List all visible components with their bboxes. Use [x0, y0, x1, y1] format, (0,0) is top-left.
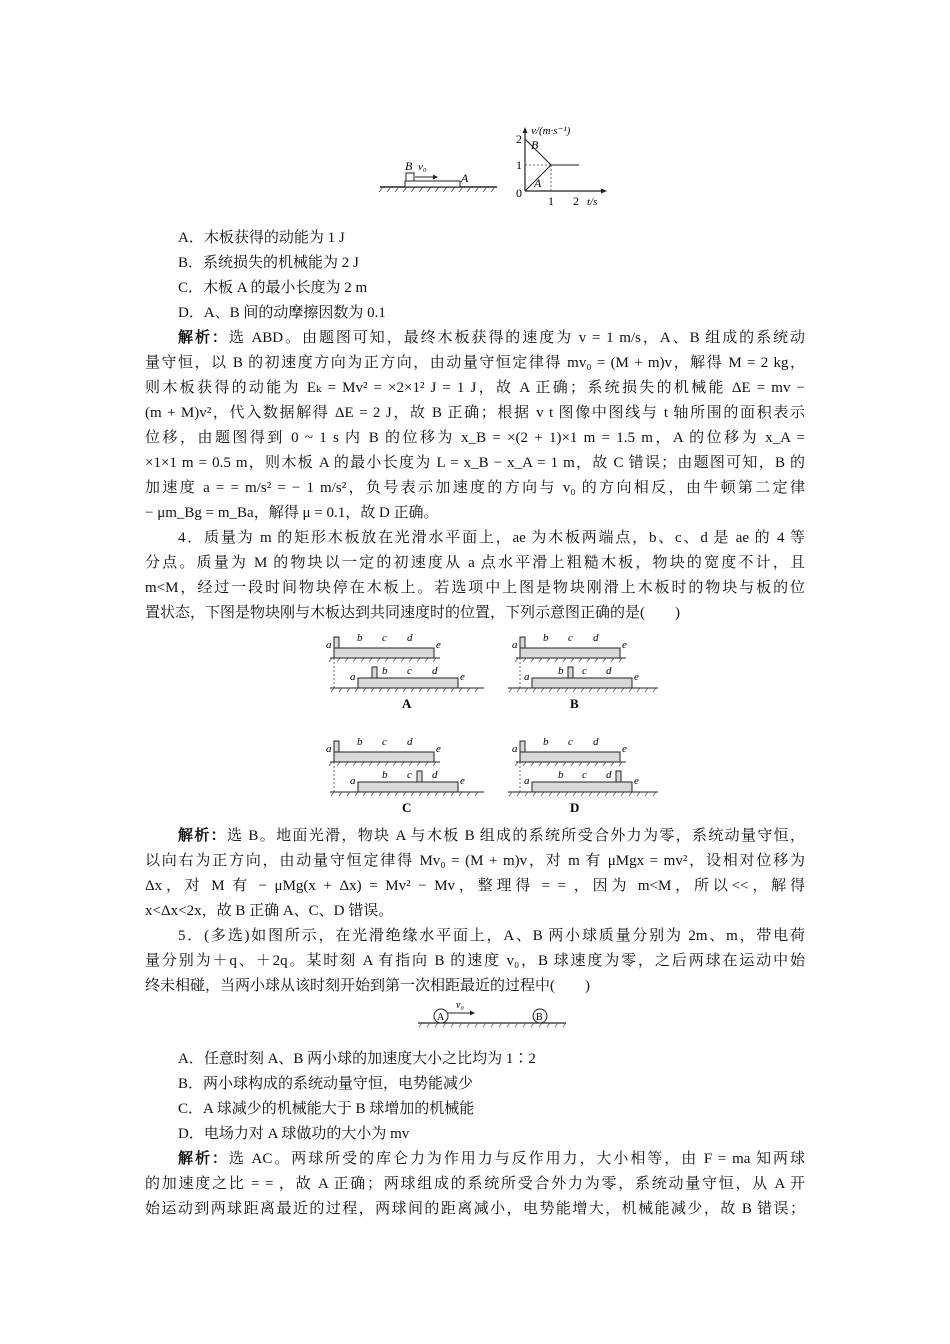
solution-label: 解析：: [178, 828, 227, 844]
svg-text:c: c: [407, 769, 412, 781]
board-label-B: B: [405, 159, 413, 173]
svg-text:d: d: [407, 736, 413, 748]
svg-text:a: a: [524, 775, 530, 787]
option-D-label: D: [570, 800, 580, 815]
velocity-label: v₀: [456, 1000, 464, 1011]
svg-text:b: b: [558, 769, 564, 781]
figure-two-balls: [414, 998, 574, 1032]
q4-stem-line-3: m<M，经过一段时间物块停在木板上。若选项中上图是物块刚滑上木板时的物块与板的位: [145, 580, 805, 596]
q5-stem-line-1: 5．(多选)如图所示，在光滑绝缘水平面上，A、B 两小球质量分别为 2m、m，带电荷: [178, 928, 805, 944]
svg-text:b: b: [357, 736, 363, 748]
svg-text:e: e: [460, 775, 465, 787]
option-C-label: C: [402, 800, 412, 815]
q4-solution-line-2: 以向右为正方向，由动量守恒定律得 Mv₀ = (M + m)v，对 m 有 μMgx = mv²，设相对位移为: [145, 853, 805, 869]
q3-solution-line-6: ×1×1 m = 0.5 m，则木板 A 的最小长度为 L = x_B − x_A = 1 m，故 C 错误；由题图可知，B 的: [145, 455, 805, 471]
svg-text:b: b: [543, 736, 549, 748]
graph-ylabel: v/(m·s⁻¹): [531, 125, 571, 137]
graph-label-A: A: [534, 176, 542, 190]
q5-stem-line-3: 终未相碰，当两小球从该时刻开始到第一次相距最近的过程中( ): [145, 978, 590, 994]
option-B-diagram: [508, 632, 658, 711]
tick-x1: 1: [548, 194, 554, 208]
svg-text:e: e: [436, 743, 441, 755]
q5-option-a: A．任意时刻 A、B 两小球的加速度大小之比均为 1∶2: [178, 1051, 536, 1067]
q4-solution-line-3: Δx，对 M 有 − μMg(x + Δx) = Mv² − Mv，整理得 = = ，因为 m<M，所以<<，解得: [145, 878, 805, 894]
vt-graph: [516, 125, 607, 208]
board-label-A: A: [461, 171, 469, 185]
svg-text:d: d: [606, 665, 612, 677]
q4-solution-line-1: 解析：选 B。地面光滑，物块 A 与木板 B 组成的系统所受合外力为零，系统动量守恒，: [178, 828, 805, 844]
svg-text:d: d: [407, 632, 413, 644]
svg-text:e: e: [622, 743, 627, 755]
svg-text:e: e: [634, 671, 639, 683]
svg-text:e: e: [622, 639, 627, 651]
svg-text:c: c: [568, 736, 573, 748]
graph-label-B: B: [531, 138, 539, 152]
svg-text:c: c: [582, 769, 587, 781]
tick-y2: 2: [516, 132, 522, 146]
svg-text:a: a: [326, 743, 332, 755]
option-A-label: A: [402, 696, 412, 711]
svg-text:c: c: [382, 736, 387, 748]
svg-text:b: b: [382, 665, 388, 677]
tick-x2: 2: [573, 194, 579, 208]
q3-solution-line-4: (m + M)v²，代入数据解得 ΔE = 2 J，故 B 正确；根据 v t 图像中图线与 t 轴所围的面积表示: [145, 405, 805, 421]
svg-text:e: e: [436, 639, 441, 651]
q3-option-b: B．系统损失的机械能为 2 J: [178, 255, 359, 271]
q3-solution-line-1: 解析：选 ABD。由题图可知，最终木板获得的速度为 v = 1 m/s，A、B 组成的系统动: [178, 330, 805, 346]
option-A-diagram: [326, 632, 484, 711]
q4-solution-line-4: x<Δx<2x，故 B 正确 A、C、D 错误。: [145, 903, 394, 919]
svg-text:b: b: [558, 665, 564, 677]
q3-option-d: D．A、B 间的动摩擦因数为 0.1: [178, 305, 386, 321]
q3-solution-line-2: 量守恒，以 B 的初速度方向为正方向，由动量守恒定律得 mv₀ = (M + m)v，解得 M = 2 kg，: [145, 355, 805, 371]
tick-0: 0: [516, 186, 522, 200]
q5-option-b: B．两小球构成的系统动量守恒，电势能减少: [178, 1076, 474, 1092]
board-label-v0: v₀: [418, 161, 427, 173]
svg-text:a: a: [512, 743, 518, 755]
figure-board-and-vt-graph: [375, 125, 615, 215]
ball-B-label: B: [536, 1012, 543, 1023]
q5-solution-line-3: 始运动到两球距离最近的过程，两球间的距离减小，电势能增大，机械能减少，故 B 错误；: [145, 1201, 805, 1217]
svg-text:e: e: [460, 671, 465, 683]
svg-text:b: b: [382, 769, 388, 781]
option-B-label: B: [570, 696, 579, 711]
svg-text:a: a: [350, 775, 356, 787]
svg-text:a: a: [326, 639, 332, 651]
q3-option-c: C．木板 A 的最小长度为 2 m: [178, 280, 368, 296]
svg-text:c: c: [407, 665, 412, 677]
board-diagram: [379, 159, 497, 192]
q4-stem-line-1: 4．质量为 m 的矩形木板放在光滑水平面上，ae 为木板两端点，b、c、d 是 ae 的 4 等: [178, 530, 805, 546]
q4-stem-line-4: 置状态，下图是物块刚与木板达到共同速度时的位置，下列示意图正确的是( ): [145, 605, 680, 621]
svg-text:b: b: [357, 632, 363, 644]
solution-label: 解析：: [178, 330, 229, 346]
svg-text:c: c: [382, 632, 387, 644]
svg-text:d: d: [593, 632, 599, 644]
svg-text:a: a: [512, 639, 518, 651]
svg-text:a: a: [524, 671, 530, 683]
svg-text:c: c: [582, 665, 587, 677]
q3-solution-line-8: − μm_Bg = m_Ba，解得 μ = 0.1，故 D 正确。: [145, 505, 439, 521]
svg-text:d: d: [593, 736, 599, 748]
svg-text:b: b: [543, 632, 549, 644]
svg-text:e: e: [634, 775, 639, 787]
q5-option-c: C．A 球减少的机械能大于 B 球增加的机械能: [178, 1101, 475, 1117]
option-D-diagram: [508, 736, 658, 815]
q3-solution-line-5: 位移，由题图得到 0 ~ 1 s 内 B 的位移为 x_B = ×(2 + 1)×1 m = 1.5 m，A 的位移为 x_A =: [145, 430, 805, 446]
q3-solution-line-3: 则木板获得的动能为 Eₖ = Mv² = ×2×1² J = 1 J，故 A 正确；系统损失的机械能 ΔE = mv −: [145, 380, 805, 396]
q3-solution-line-7: 加速度 a = = m/s² = − 1 m/s²，负号表示加速度的方向与 v₀ 的方向相反，由牛顿第二定律: [145, 480, 805, 496]
ball-A-label: A: [437, 1012, 445, 1023]
q5-solution-line-1: 解析：选 AC。两球所受的库仑力为作用力与反作用力，大小相等，由 F = ma 知两球: [178, 1151, 805, 1167]
q5-solution-line-2: 的加速度之比 = = ，故 A 正确；两球组成的系统所受合外力为零，系统动量守恒，从 A 开: [145, 1176, 805, 1192]
tick-y1: 1: [516, 158, 522, 172]
svg-text:d: d: [432, 665, 438, 677]
option-C-diagram: [326, 736, 484, 815]
svg-text:a: a: [350, 671, 356, 683]
solution-label: 解析：: [178, 1151, 229, 1167]
q5-option-d: D．电场力对 A 球做功的大小为 mv: [178, 1126, 410, 1142]
svg-text:d: d: [606, 769, 612, 781]
svg-text:c: c: [568, 632, 573, 644]
q3-option-a: A．木板获得的动能为 1 J: [178, 230, 345, 246]
q5-stem-line-2: 量分别为＋q、＋2q。某时刻 A 有指向 B 的速度 v₀，B 球速度为零，之后两球在运动中始: [145, 953, 805, 969]
q4-stem-line-2: 分点。质量为 M 的物块以一定的初速度从 a 点水平滑上粗糙木板，物块的宽度不计，且: [145, 555, 805, 571]
figure-board-options: [322, 628, 672, 818]
svg-text:d: d: [432, 769, 438, 781]
graph-xlabel: t/s: [587, 196, 598, 208]
